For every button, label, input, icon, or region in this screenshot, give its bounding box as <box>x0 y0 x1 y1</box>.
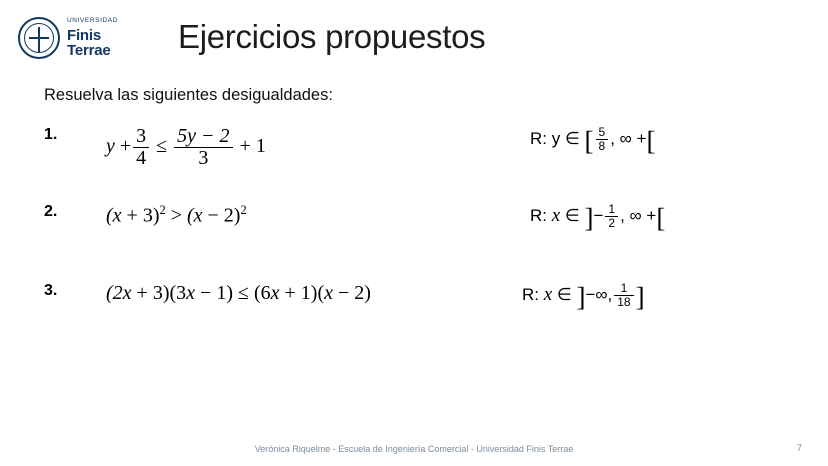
exercise-expression-3: (2x + 3)(3x − 1) ≤ (6x + 1)(x − 2) <box>106 282 371 304</box>
answer-prefix-1: R: <box>530 129 547 148</box>
exercise-number-1: 1. <box>44 126 58 143</box>
answer-left-bracket-1: [ <box>584 126 594 156</box>
answer-high-2: ∞ + <box>629 206 657 225</box>
answer-variable-1: y <box>551 129 561 148</box>
answer-sep-3: , <box>607 285 613 304</box>
exercise-answer-1 <box>530 126 655 157</box>
page-number: 7 <box>796 443 802 454</box>
exercise-answer-3 <box>522 282 645 313</box>
answer-right-bracket-3: ] <box>635 282 645 312</box>
answer-low-sign-2: − <box>593 206 604 225</box>
logo-university-name: Finis Terrae <box>67 26 111 59</box>
university-logo <box>18 16 146 60</box>
exercise-answer-2 <box>530 203 665 234</box>
answer-low-3: −∞ <box>585 285 608 304</box>
answer-high-den-3: 18 <box>617 295 631 310</box>
answer-sep-1: , <box>610 129 615 148</box>
logo-text <box>67 18 146 58</box>
exercise-number-3: 3. <box>44 282 58 299</box>
exercise-number-2: 2. <box>44 203 58 220</box>
answer-prefix-2: R: <box>530 206 547 225</box>
answer-high-1: ∞ + <box>619 129 647 148</box>
answer-right-bracket-2: [ <box>656 203 666 233</box>
instruction-text: Resuelva las siguientes desigualdades: <box>44 86 333 104</box>
answer-low-num-2: 1 <box>605 203 618 217</box>
answer-member-2: ∈ <box>564 206 580 225</box>
answer-low-num-1: 5 <box>596 126 609 140</box>
page-title: Ejercicios propuestos <box>178 18 486 55</box>
answer-sep-2: , <box>620 206 625 225</box>
logo-university-line: UNIVERSIDAD <box>67 17 119 25</box>
answer-member-3: ∈ <box>556 285 572 304</box>
exercise-expression-2: $(x + 3)^2 > (x - 2)^2$ <box>106 203 247 227</box>
answer-low-den-1: 8 <box>598 139 606 154</box>
answer-left-bracket-2: ] <box>584 203 594 233</box>
answer-low-den-2: 2 <box>608 216 616 231</box>
university-seal-icon <box>18 17 60 59</box>
exercise-expression-1: y + $\frac{3}{4}$ ≤ $\frac{5y - 2}{3}$ + 1 <box>106 125 266 169</box>
answer-left-bracket-3: ] <box>576 282 586 312</box>
answer-prefix-3: R: <box>522 285 539 304</box>
footer-credit: Verónica Riquelme - Escuela de Ingeniería Comercial - Universidad Finis Terrae <box>254 444 574 454</box>
answer-high-num-3: 1 <box>614 282 633 296</box>
answer-variable-3: x <box>543 284 553 305</box>
answer-right-bracket-1: [ <box>646 126 656 156</box>
answer-variable-2: x <box>551 205 561 226</box>
answer-member-1: ∈ <box>564 129 580 148</box>
